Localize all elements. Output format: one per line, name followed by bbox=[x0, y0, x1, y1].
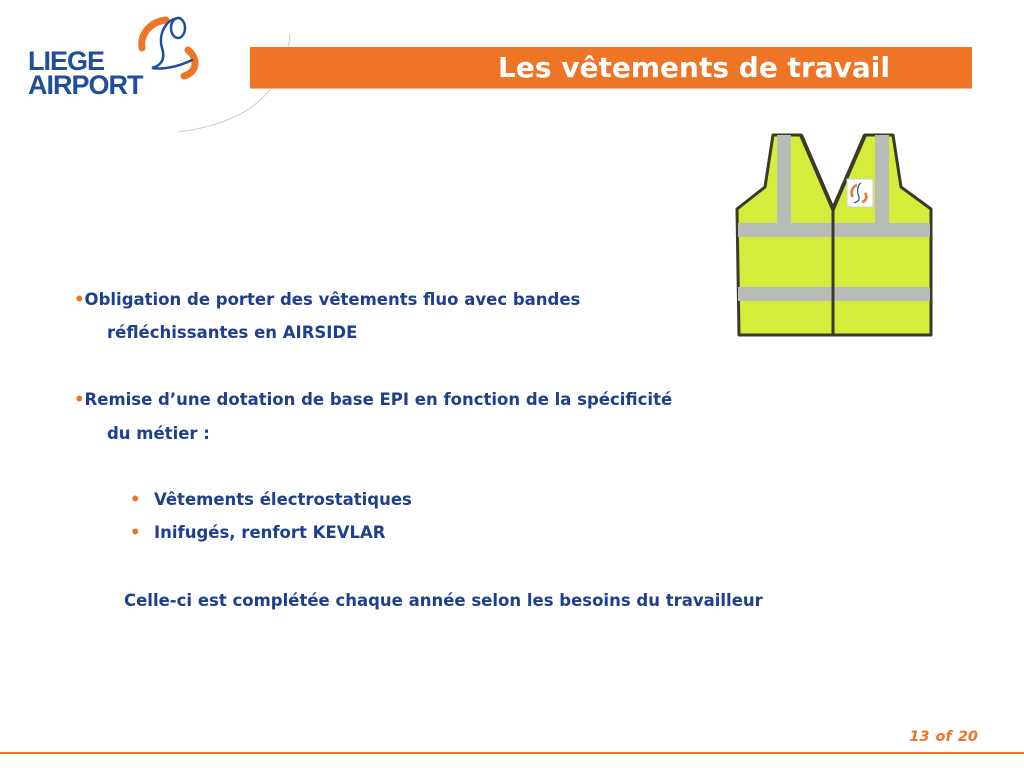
page-number bbox=[909, 729, 978, 745]
sub-item-kevlar bbox=[130, 522, 385, 544]
sub-item-electrostatic bbox=[130, 489, 412, 511]
sub-item-label: Vêtements électrostatiques bbox=[154, 490, 412, 509]
page-of: of bbox=[935, 729, 952, 745]
bullet-dotation bbox=[74, 389, 672, 411]
logo-mark-icon bbox=[136, 14, 212, 84]
title-bar-underline bbox=[250, 88, 972, 89]
bullet-obligation-line2: réfléchissantes en AIRSIDE bbox=[107, 323, 358, 342]
sub-bullet-marker: • bbox=[130, 523, 141, 542]
footer-divider bbox=[0, 752, 1024, 754]
sub-item-label: Inifugés, renfort KEVLAR bbox=[154, 523, 386, 542]
safety-vest-icon bbox=[733, 127, 933, 342]
slide-title: Les vêtements de travail bbox=[498, 51, 890, 84]
page-current: 13 bbox=[909, 729, 930, 745]
bullet-dotation-line2: du métier : bbox=[107, 424, 210, 443]
liege-airport-logo bbox=[28, 14, 208, 104]
logo-text-liege: LIEGE bbox=[28, 46, 105, 76]
bullet-marker: • bbox=[74, 390, 85, 409]
logo-text-airport: AIRPORT bbox=[28, 70, 143, 100]
sub-bullet-marker: • bbox=[130, 490, 141, 509]
page-total: 20 bbox=[957, 729, 978, 745]
closing-statement: Celle-ci est complétée chaque année selon les besoins du travailleur bbox=[124, 591, 763, 610]
bullet-dotation-line1: Remise d’une dotation de base EPI en fonction de la spécificité bbox=[84, 390, 673, 409]
bullet-obligation-line1: Obligation de porter des vêtements fluo avec bandes bbox=[84, 290, 581, 309]
bullet-marker: • bbox=[74, 290, 85, 309]
bullet-obligation bbox=[74, 289, 580, 311]
